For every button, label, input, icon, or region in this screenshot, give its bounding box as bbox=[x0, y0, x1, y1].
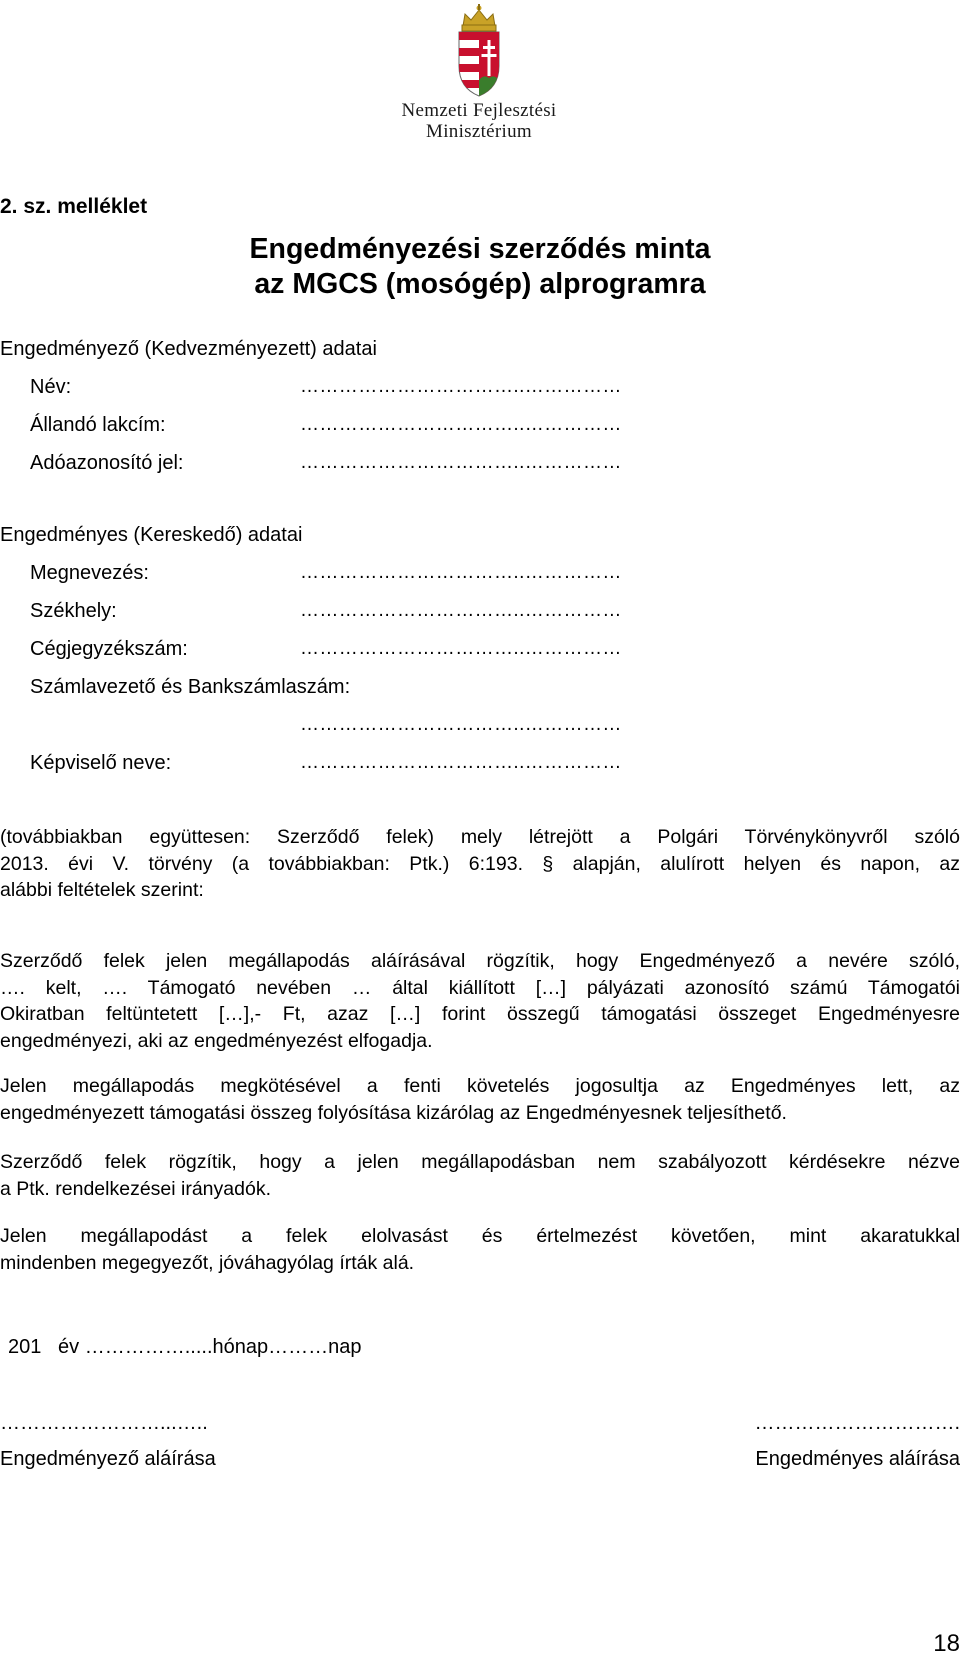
assignee-heading: Engedményes (Kereskedő) adatai bbox=[0, 524, 303, 546]
paragraph-governing-law bbox=[0, 1149, 960, 1202]
date-line[interactable]: 201 év …………….....hónap………nap bbox=[8, 1336, 362, 1358]
title-line-2: az MGCS (mosógép) alprogramra bbox=[254, 268, 706, 300]
title-line-1: Engedményezési szerződés minta bbox=[249, 233, 711, 265]
paragraph-line: (továbbiakban együttesen: Szerződő felek) mely létrejött a Polgári Törvénykönyvről szóló bbox=[0, 826, 960, 848]
assignor-taxid-label: Adóazonosító jel: bbox=[30, 452, 184, 474]
assignor-name-field[interactable]: ……………………………..…………… bbox=[300, 376, 622, 397]
paragraph-line: Okiratban feltüntetett […],- Ft, azaz […] forint összegű támogatási összeget Engedményesre bbox=[0, 1003, 960, 1025]
assignor-taxid-field[interactable]: ……………………………..…………… bbox=[300, 452, 622, 473]
paragraph-line: Szerződő felek jelen megállapodás aláírásával rögzítik, hogy Engedményező a nevére szóló, bbox=[0, 950, 960, 972]
paragraph-line: 2013. évi V. törvény (a továbbiakban: Ptk.) 6:193. § alapján, alulírott helyen és napon, az bbox=[0, 852, 960, 875]
paragraph-line: Jelen megállapodást a felek elolvasást és értelmezést követően, mint akaratukkal bbox=[0, 1225, 960, 1247]
assignee-seat-field[interactable]: ……………………………..…………… bbox=[300, 600, 622, 621]
paragraph-line: …. kelt, …. Támogató nevében … által kiállított […] pályázati azonosító számú Támogatói bbox=[0, 976, 960, 999]
logo-line-1: Nemzeti Fejlesztési bbox=[401, 100, 557, 121]
paragraph-signature-clause bbox=[0, 1223, 960, 1276]
assignee-regno-field[interactable]: ……………………………..…………… bbox=[300, 638, 622, 659]
paragraph-line: Jelen megállapodás megkötésével a fenti követelés jogosultja az Engedményes lett, az bbox=[0, 1075, 960, 1097]
ministry-logo bbox=[378, 4, 580, 144]
assignor-address-field[interactable]: ……………………………..…………… bbox=[300, 414, 622, 435]
assignee-signature-label: Engedményes aláírása bbox=[755, 1448, 960, 1470]
paragraph-line: mindenben megegyezőt, jóváhagyólag írták alá. bbox=[0, 1251, 415, 1274]
assignee-bank-label: Számlavezető és Bankszámlaszám: bbox=[30, 676, 351, 698]
assignee-bank-field[interactable]: ……………………………..…………… bbox=[300, 714, 622, 735]
assignee-regno-label: Cégjegyzékszám: bbox=[30, 638, 188, 660]
paragraph-line: a Ptk. rendelkezései irányadók. bbox=[0, 1177, 271, 1200]
assignee-signature-line[interactable]: …………………………. bbox=[754, 1412, 960, 1434]
assignor-heading: Engedményező (Kedvezményezett) adatai bbox=[0, 338, 377, 360]
assignor-address-label: Állandó lakcím: bbox=[30, 414, 166, 436]
assignee-seat-label: Székhely: bbox=[30, 600, 117, 622]
assignee-name-field[interactable]: ……………………………..…………… bbox=[300, 562, 622, 583]
assignor-signature-line[interactable]: ……………………...….. bbox=[0, 1412, 208, 1434]
page-number: 18 bbox=[933, 1630, 960, 1657]
paragraph-line: Szerződő felek rögzítik, hogy a jelen megállapodásban nem szabályozott kérdésekre nézve bbox=[0, 1151, 960, 1173]
assignee-name-label: Megnevezés: bbox=[30, 562, 149, 584]
paragraph-line: engedményezett támogatási összeg folyósítása kizárólag az Engedményesnek teljesíthető. bbox=[0, 1101, 787, 1124]
paragraph-line: engedményezi, aki az engedményezést elfogadja. bbox=[0, 1029, 433, 1052]
annex-label: 2. sz. melléklet bbox=[0, 195, 148, 218]
assignor-name-label: Név: bbox=[30, 376, 72, 398]
paragraph-line: alábbi feltételek szerint: bbox=[0, 879, 204, 901]
coat-of-arms-icon bbox=[449, 4, 509, 100]
assignee-rep-label: Képviselő neve: bbox=[30, 752, 172, 774]
assignee-rep-field[interactable]: ……………………………..…………… bbox=[300, 752, 622, 773]
paragraph-entitlement bbox=[0, 1073, 960, 1126]
logo-line-2: Minisztérium bbox=[426, 121, 532, 142]
paragraph-intro bbox=[0, 824, 960, 904]
paragraph-assignment bbox=[0, 948, 960, 1054]
assignor-signature-label: Engedményező aláírása bbox=[0, 1448, 216, 1470]
